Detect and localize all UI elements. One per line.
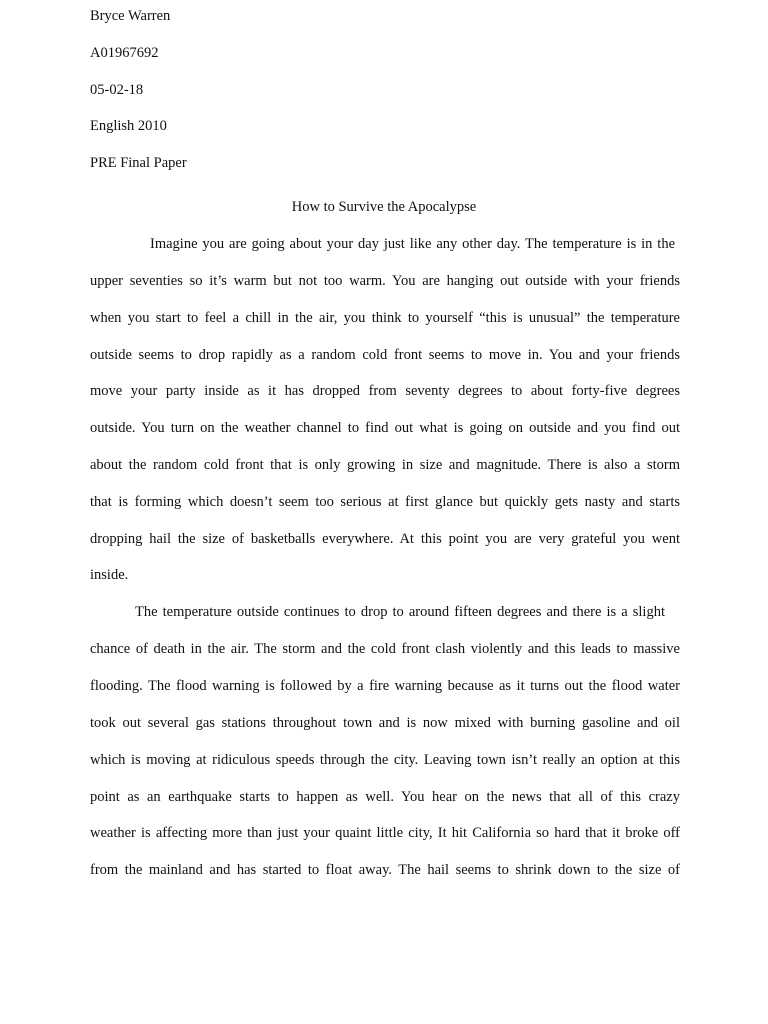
course-name: English 2010 [90,118,167,134]
paragraph-line: upper seventies so it’s warm but not too warm. You are hanging out outside with your friends [90,273,680,289]
date: 05-02-18 [90,82,144,98]
author-name: Bryce Warren [90,8,171,24]
paragraph-line: that is forming which doesn’t seem too serious at first glance but quickly gets nasty and starts [90,494,680,510]
paragraph-line: about the random cold front that is only growing in size and magnitude. There is also a storm [90,457,680,473]
paragraph-line: inside. [90,567,129,583]
paragraph-line: from the mainland and has started to float away. The hail seems to shrink down to the size of [90,862,680,878]
paragraph-line: weather is affecting more than just your quaint little city, It hit California so hard that it broke off [90,825,680,841]
paragraph-line: move your party inside as it has dropped from seventy degrees to about forty-five degrees [90,383,680,399]
paragraph-line: Imagine you are going about your day just like any other day. The temperature is in the [150,236,675,252]
paragraph-line: outside. You turn on the weather channel to find out what is going on outside and you find out [90,420,680,436]
paragraph-line: took out several gas stations throughout town and is now mixed with burning gasoline and oil [90,715,680,731]
paragraph-line: outside seems to drop rapidly as a random cold front seems to move in. You and your friends [90,347,680,363]
paragraph-line: when you start to feel a chill in the air, you think to yourself “this is unusual” the temperature [90,310,680,326]
paragraph-line: flooding. The flood warning is followed by a fire warning because as it turns out the flood water [90,678,680,694]
paper-title: How to Survive the Apocalypse [291,199,477,215]
paragraph-line: which is moving at ridiculous speeds through the city. Leaving town isn’t really an option at this [90,752,680,768]
student-id: A01967692 [90,45,159,61]
assignment-name: PRE Final Paper [90,155,187,171]
paragraph-line: dropping hail the size of basketballs everywhere. At this point you are very grateful you went [90,531,680,547]
paragraph-line: The temperature outside continues to drop to around fifteen degrees and there is a slight [135,604,665,620]
paragraph-line: chance of death in the air. The storm and the cold front clash violently and this leads to massive [90,641,680,657]
paragraph-line: point as an earthquake starts to happen as well. You hear on the news that all of this crazy [90,789,680,805]
